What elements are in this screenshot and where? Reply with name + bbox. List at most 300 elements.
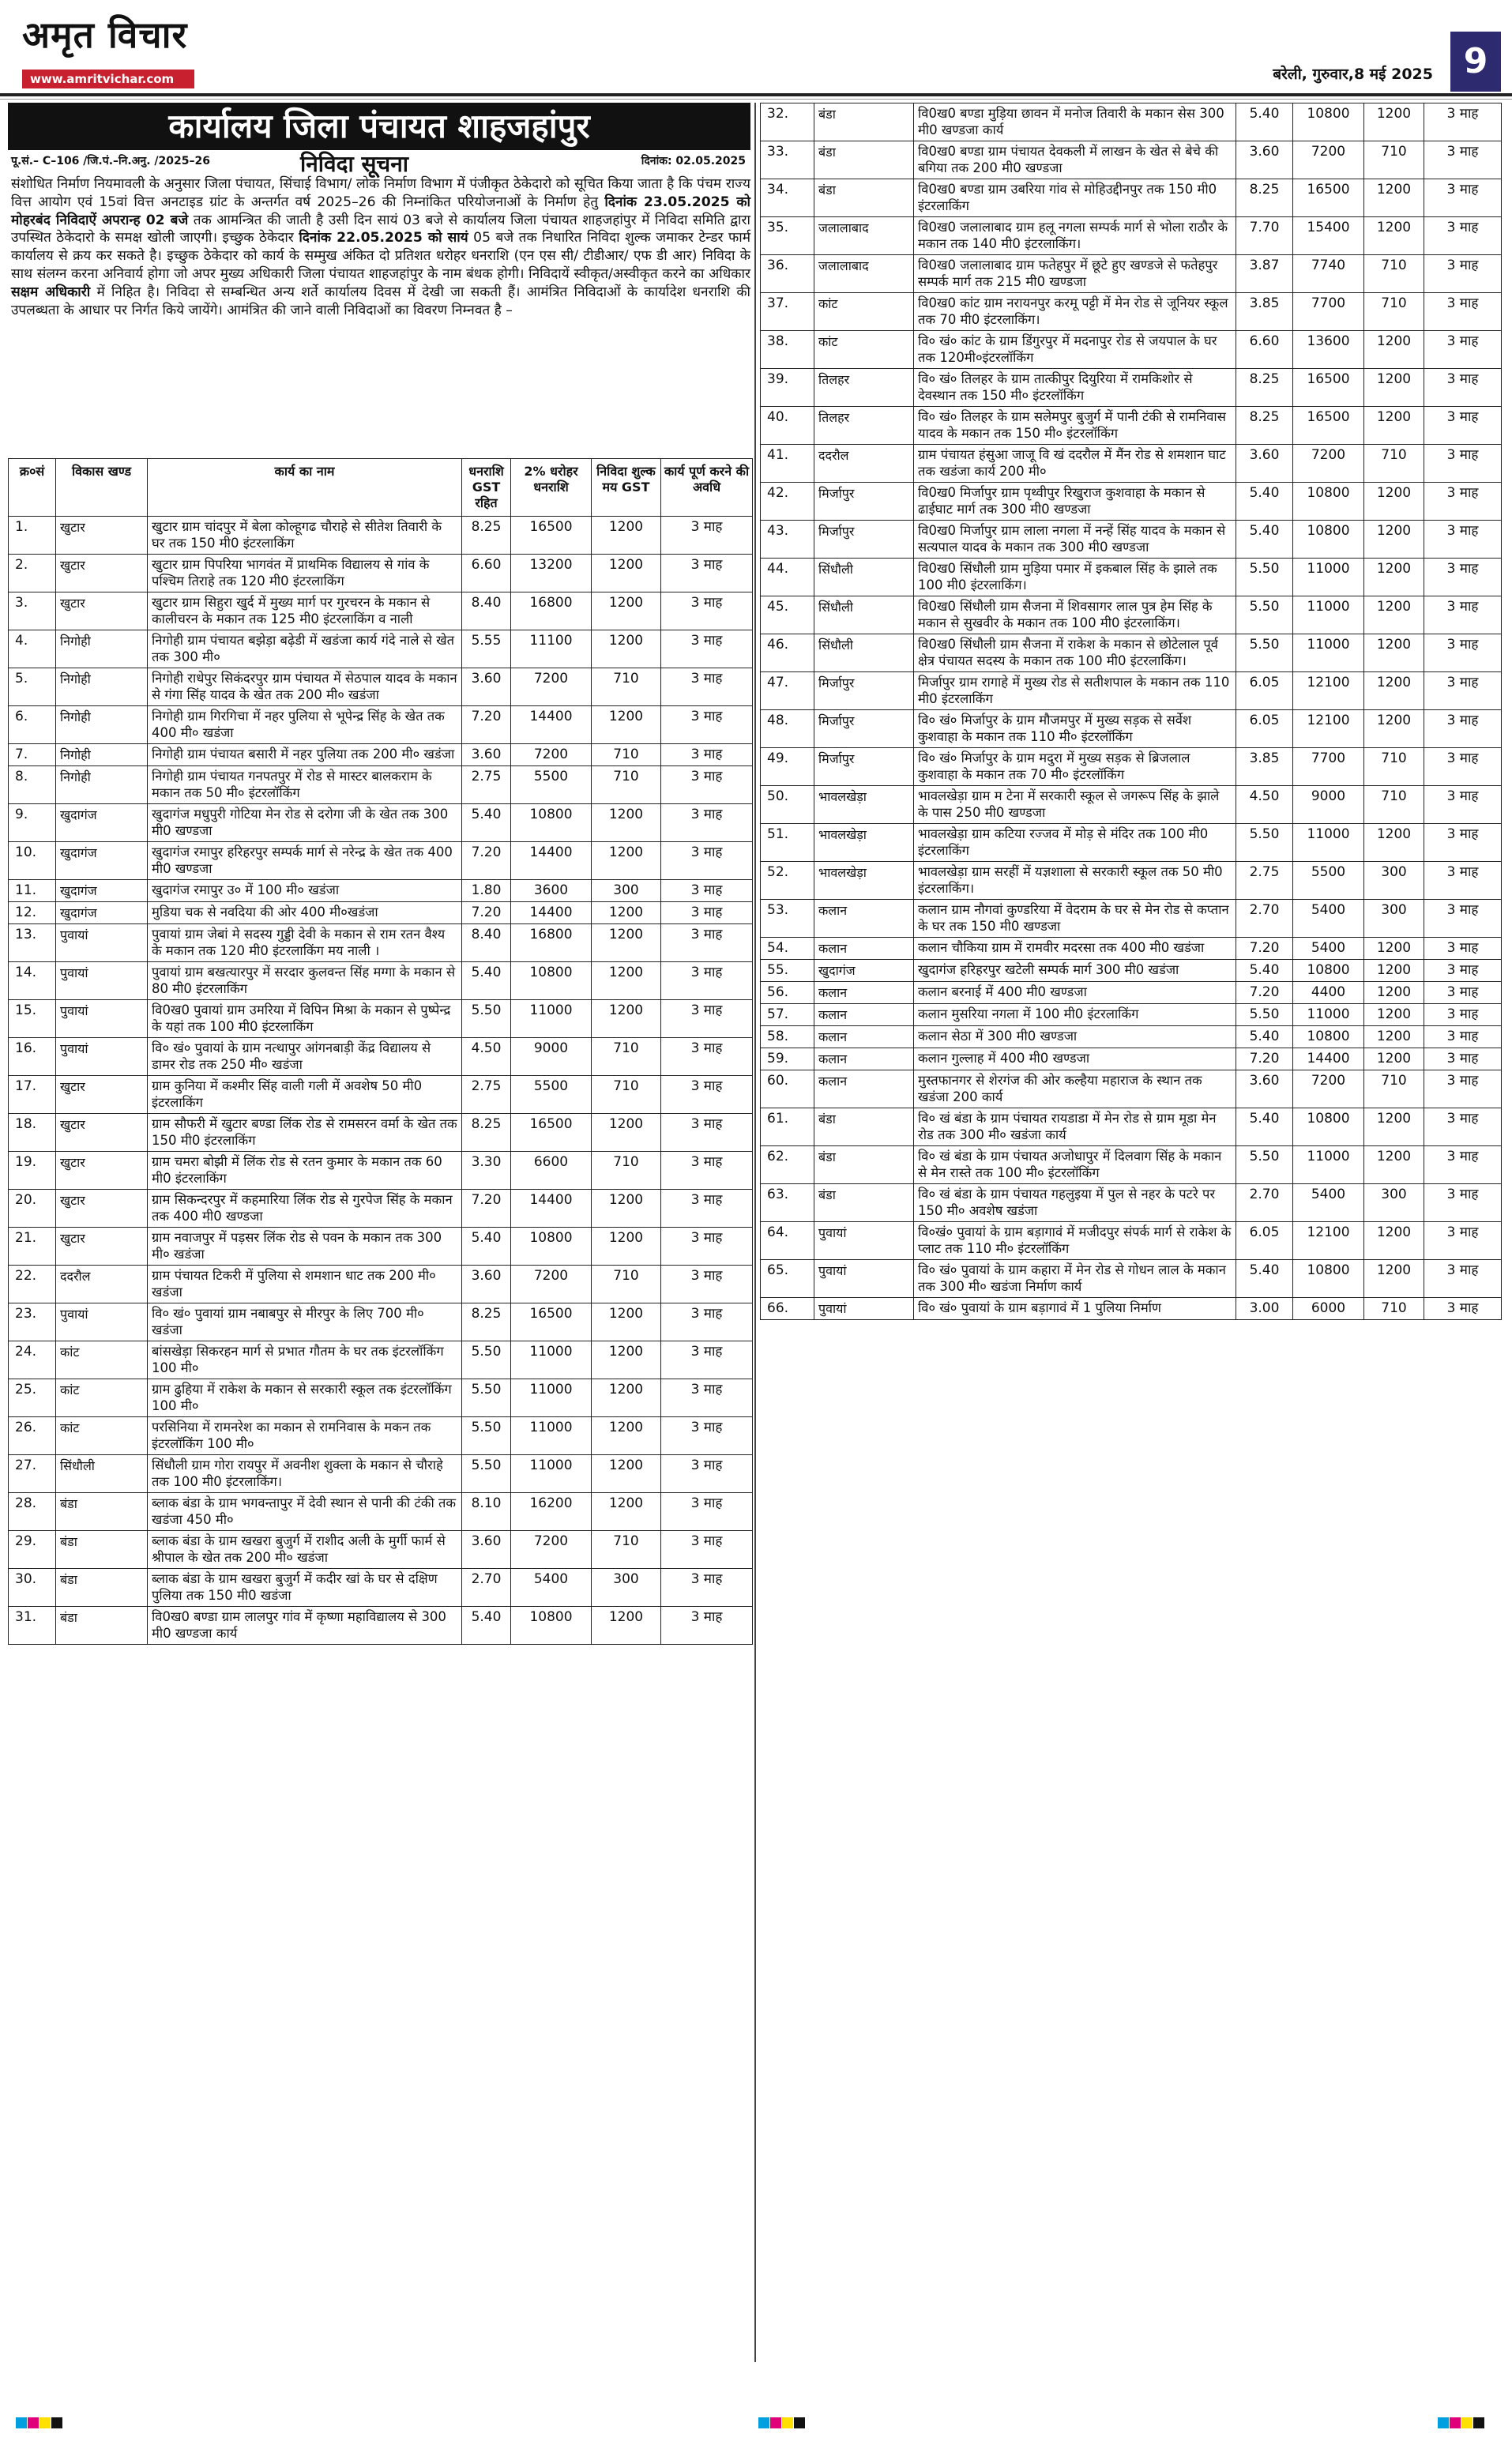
cell-block: बंडा bbox=[814, 1184, 914, 1222]
cell-work: ग्राम पंचायत टिकरी में पुलिया से शमशान धाट तक 200 मी० खडंजा bbox=[148, 1266, 462, 1303]
cell-block: मिर्जापुर bbox=[814, 672, 914, 710]
cell-fee: 1200 bbox=[592, 842, 661, 880]
cell-work: वि० खं० पुवायां के ग्राम बड़ागावं में 1 पुलिया निर्माण bbox=[914, 1298, 1236, 1320]
registration-color-swatch bbox=[39, 2417, 51, 2428]
cell-sn: 8. bbox=[9, 766, 56, 804]
cell-deposit: 10800 bbox=[1293, 1108, 1364, 1146]
table-row bbox=[9, 1569, 753, 1607]
cell-work: ग्राम चमरा बोझी में लिंक रोड से रतन कुमार के मकान तक 60 मी0 इंटरलाकिंग bbox=[148, 1152, 462, 1190]
cell-work: खुदागंज हरिहरपुर खटेली सम्पर्क मार्ग 300 मी0 खडंजा bbox=[914, 960, 1236, 982]
cell-period: 3 माह bbox=[661, 555, 753, 592]
cell-fee: 1200 bbox=[592, 804, 661, 842]
cell-deposit: 11000 bbox=[1293, 1004, 1364, 1026]
cell-fee: 710 bbox=[1364, 748, 1424, 786]
cell-block: खुटार bbox=[56, 1190, 148, 1228]
table-row bbox=[761, 1184, 1502, 1222]
cell-deposit: 5400 bbox=[1293, 1184, 1364, 1222]
table-row bbox=[761, 1004, 1502, 1026]
cell-deposit: 13600 bbox=[1293, 331, 1364, 369]
table-row bbox=[761, 960, 1502, 982]
cell-sn: 31. bbox=[9, 1607, 56, 1645]
table-row bbox=[761, 179, 1502, 217]
cell-sn: 1. bbox=[9, 517, 56, 555]
cell-deposit: 5400 bbox=[1293, 938, 1364, 960]
cell-deposit: 10800 bbox=[511, 804, 592, 842]
cell-fee: 1200 bbox=[592, 924, 661, 962]
cell-period: 3 माह bbox=[661, 1607, 753, 1645]
cell-fee: 1200 bbox=[1364, 824, 1424, 862]
notice-title: निविदा सूचना bbox=[300, 151, 408, 177]
cell-period: 3 माह bbox=[661, 766, 753, 804]
cell-period: 3 माह bbox=[1424, 596, 1502, 634]
cell-fee: 710 bbox=[1364, 1298, 1424, 1320]
cell-amount: 7.20 bbox=[462, 842, 511, 880]
cell-block: मिर्जापुर bbox=[814, 521, 914, 559]
cell-block: पुवायां bbox=[56, 924, 148, 962]
cell-fee: 300 bbox=[592, 880, 661, 902]
cell-deposit: 7700 bbox=[1293, 293, 1364, 331]
registration-color-swatch bbox=[28, 2417, 39, 2428]
cell-block: खुटार bbox=[56, 1152, 148, 1190]
cell-period: 3 माह bbox=[1424, 179, 1502, 217]
cell-work: निगोही ग्राम पंचायत गनपतपुर में रोड से मास्टर बालकराम के मकान तक 50 मी० इंटरलॉकिंग bbox=[148, 766, 462, 804]
website-label: www.amritvichar.com bbox=[22, 70, 194, 88]
table-row bbox=[9, 1114, 753, 1152]
registration-color-swatch bbox=[794, 2417, 805, 2428]
cell-fee: 1200 bbox=[1364, 407, 1424, 445]
table-row bbox=[761, 445, 1502, 483]
cell-fee: 1200 bbox=[592, 1455, 661, 1493]
cell-sn: 49. bbox=[761, 748, 814, 786]
table-row bbox=[9, 517, 753, 555]
table-row bbox=[761, 103, 1502, 141]
cell-work: भावलखेड़ा ग्राम कटिया रज्जव में मोड़ से मंदिर तक 100 मी0 इंटरलाकिंग bbox=[914, 824, 1236, 862]
table-row bbox=[761, 900, 1502, 938]
cell-fee: 1200 bbox=[1364, 1004, 1424, 1026]
cell-work: वि0ख0 बण्डा ग्राम पंचायत देवकली में लाखन के खेत से बेचे की बगिया तक 200 मी0 खण्डजा bbox=[914, 141, 1236, 179]
cell-deposit: 14400 bbox=[511, 842, 592, 880]
table-row bbox=[761, 862, 1502, 900]
cell-period: 3 माह bbox=[661, 924, 753, 962]
cell-amount: 8.25 bbox=[1236, 369, 1293, 407]
cell-fee: 300 bbox=[592, 1569, 661, 1607]
cell-work: मिर्जापुर ग्राम रागाहे में मुख्य रोड से सतीशपाल के मकान तक 110 मी0 इंटरलाकिंग bbox=[914, 672, 1236, 710]
cell-amount: 4.50 bbox=[462, 1038, 511, 1076]
cell-amount: 5.40 bbox=[462, 804, 511, 842]
cell-deposit: 10800 bbox=[1293, 521, 1364, 559]
cell-fee: 1200 bbox=[1364, 938, 1424, 960]
cell-period: 3 माह bbox=[1424, 1146, 1502, 1184]
cell-block: निगोही bbox=[56, 766, 148, 804]
table-row bbox=[761, 824, 1502, 862]
cell-deposit: 11000 bbox=[1293, 596, 1364, 634]
cell-fee: 1200 bbox=[1364, 521, 1424, 559]
table-row bbox=[9, 1076, 753, 1114]
cell-fee: 1200 bbox=[1364, 1026, 1424, 1048]
header-divider-thin bbox=[0, 99, 1512, 100]
cell-deposit: 14400 bbox=[511, 706, 592, 744]
cell-sn: 11. bbox=[9, 880, 56, 902]
table-row bbox=[761, 938, 1502, 960]
cell-fee: 1200 bbox=[592, 706, 661, 744]
table-row bbox=[9, 1266, 753, 1303]
table-row bbox=[761, 982, 1502, 1004]
cell-deposit: 9000 bbox=[1293, 786, 1364, 824]
cell-work: निगोही ग्राम गिरगिचा में नहर पुलिया से भूपेन्द्र सिंह के खेत तक 400 मी० खडंजा bbox=[148, 706, 462, 744]
table-row bbox=[761, 331, 1502, 369]
cell-block: निगोही bbox=[56, 630, 148, 668]
cell-block: तिलहर bbox=[814, 407, 914, 445]
cell-block: मिर्जापुर bbox=[814, 483, 914, 521]
header-divider bbox=[0, 93, 1512, 96]
table-row bbox=[761, 672, 1502, 710]
cell-period: 3 माह bbox=[1424, 710, 1502, 748]
cell-block: बंडा bbox=[814, 103, 914, 141]
cell-amount: 5.40 bbox=[1236, 1108, 1293, 1146]
table-row bbox=[9, 630, 753, 668]
cell-period: 3 माह bbox=[1424, 1222, 1502, 1260]
cell-sn: 59. bbox=[761, 1048, 814, 1070]
cell-work: ग्राम सिकन्दरपुर में कहमारिया लिंक रोड से गुरपेज सिंह के मकान तक 400 मी0 खण्डजा bbox=[148, 1190, 462, 1228]
cell-deposit: 5500 bbox=[511, 766, 592, 804]
table-row bbox=[761, 369, 1502, 407]
cell-deposit: 16500 bbox=[511, 517, 592, 555]
cell-block: खुटार bbox=[56, 555, 148, 592]
cell-sn: 34. bbox=[761, 179, 814, 217]
cell-work: सिंधौली ग्राम गोरा रायपुर में अवनीश शुक्ला के मकान से चौराहे तक 100 मी0 इंटरलाकिंग। bbox=[148, 1455, 462, 1493]
cell-deposit: 11100 bbox=[511, 630, 592, 668]
cell-period: 3 माह bbox=[661, 1266, 753, 1303]
cell-deposit: 7200 bbox=[1293, 445, 1364, 483]
cell-period: 3 माह bbox=[661, 1379, 753, 1417]
cell-work: निगोही राधेपुर सिकंदरपुर ग्राम पंचायत में सेठपाल यादव के मकान से गंगा सिंह यादव के खेत तक 200 मी० खडंजा bbox=[148, 668, 462, 706]
cell-deposit: 11000 bbox=[511, 1000, 592, 1038]
cell-work: परसिनिया में रामनरेश का मकान से रामनिवास के मकन तक इंटरलॉकिंग 100 मी० bbox=[148, 1417, 462, 1455]
cell-fee: 1200 bbox=[592, 630, 661, 668]
cell-deposit: 16500 bbox=[1293, 369, 1364, 407]
table-row bbox=[761, 1222, 1502, 1260]
cell-block: कलान bbox=[814, 938, 914, 960]
cell-period: 3 माह bbox=[1424, 960, 1502, 982]
table-row bbox=[761, 559, 1502, 596]
cell-amount: 2.70 bbox=[1236, 1184, 1293, 1222]
cell-amount: 7.20 bbox=[462, 706, 511, 744]
cell-amount: 7.20 bbox=[1236, 938, 1293, 960]
cell-amount: 5.50 bbox=[1236, 1146, 1293, 1184]
cell-fee: 1200 bbox=[1364, 982, 1424, 1004]
cell-period: 3 माह bbox=[661, 1228, 753, 1266]
cell-period: 3 माह bbox=[661, 1152, 753, 1190]
cell-block: कलान bbox=[814, 982, 914, 1004]
registration-color-swatch bbox=[16, 2417, 27, 2428]
cell-fee: 1200 bbox=[1364, 1260, 1424, 1298]
cell-amount: 5.40 bbox=[1236, 960, 1293, 982]
cell-amount: 5.50 bbox=[1236, 824, 1293, 862]
cell-deposit: 15400 bbox=[1293, 217, 1364, 255]
cell-sn: 6. bbox=[9, 706, 56, 744]
table-row bbox=[9, 555, 753, 592]
cell-sn: 54. bbox=[761, 938, 814, 960]
cell-amount: 7.20 bbox=[1236, 982, 1293, 1004]
table-row bbox=[761, 1298, 1502, 1320]
cell-deposit: 11000 bbox=[511, 1417, 592, 1455]
cell-fee: 300 bbox=[1364, 862, 1424, 900]
cell-amount: 3.00 bbox=[1236, 1298, 1293, 1320]
table-row bbox=[9, 1531, 753, 1569]
works-table-left bbox=[8, 458, 753, 1645]
cell-work: खुदागंज रमापुर उ० में 100 मी० खडंजा bbox=[148, 880, 462, 902]
cell-period: 3 माह bbox=[661, 1531, 753, 1569]
cell-block: खुदागंज bbox=[56, 804, 148, 842]
cell-period: 3 माह bbox=[661, 1455, 753, 1493]
cell-work: वि० खं० मिर्जापुर के ग्राम मौजमपुर में मुख्य सड़क से सर्वेश कुशवाहा के मकान तक 110 मी० इंटरलॉकिंग bbox=[914, 710, 1236, 748]
notice-date: दिनांक: 02.05.2025 bbox=[641, 155, 746, 167]
cell-sn: 2. bbox=[9, 555, 56, 592]
registration-color-swatch bbox=[1438, 2417, 1449, 2428]
cell-period: 3 माह bbox=[1424, 1184, 1502, 1222]
cell-sn: 60. bbox=[761, 1070, 814, 1108]
table-row bbox=[761, 1260, 1502, 1298]
reference-number: पू.सं.– C–106 /जि.पं.–नि.अनु. /2025–26 bbox=[11, 155, 210, 167]
cell-fee: 1200 bbox=[1364, 596, 1424, 634]
cell-sn: 45. bbox=[761, 596, 814, 634]
cell-amount: 5.50 bbox=[462, 1379, 511, 1417]
cell-block: निगोही bbox=[56, 744, 148, 766]
cell-block: जलालाबाद bbox=[814, 255, 914, 293]
cell-period: 3 माह bbox=[1424, 1026, 1502, 1048]
cell-work: वि0ख0 बण्डा ग्राम लालपुर गांव में कृष्णा महाविद्यालय से 300 मी0 खण्डजा कार्य bbox=[148, 1607, 462, 1645]
col-header-period: कार्य पूर्ण करने की अवधि bbox=[661, 459, 753, 517]
cell-amount: 8.25 bbox=[1236, 179, 1293, 217]
registration-color-swatch bbox=[1450, 2417, 1461, 2428]
cell-deposit: 16800 bbox=[511, 924, 592, 962]
cell-amount: 6.05 bbox=[1236, 1222, 1293, 1260]
table-row bbox=[9, 1493, 753, 1531]
notice-text: तक आमन्त्रित की जाती है उसी दिन सायं 03 बजे से कार्यालय जिला पंचायत शाहजहांपुर में निविदा समिति द्वारा उपस्थित ठेकेदारो के समक्ष खोली जाएगी। इच्छुक ठेकेदार bbox=[11, 212, 750, 246]
cell-work: वि० खं० मिर्जापुर के ग्राम मदुरा में मुख्य सड़क से ब्रिजलाल कुशवाहा के मकान तक 70 मी० इंटरलॉकिंग bbox=[914, 748, 1236, 786]
cell-work: मुडिया चक से नवदिया की ओर 400 मी०खडंजा bbox=[148, 902, 462, 924]
cell-block: पुवायां bbox=[56, 1038, 148, 1076]
col-header-sn: क्र०सं bbox=[9, 459, 56, 517]
cell-amount: 8.25 bbox=[462, 1303, 511, 1341]
cell-sn: 7. bbox=[9, 744, 56, 766]
cell-amount: 5.50 bbox=[462, 1455, 511, 1493]
cell-sn: 42. bbox=[761, 483, 814, 521]
cell-fee: 710 bbox=[592, 1531, 661, 1569]
footer-color-bar bbox=[0, 2417, 1512, 2432]
table-row bbox=[761, 483, 1502, 521]
cell-sn: 25. bbox=[9, 1379, 56, 1417]
cell-sn: 44. bbox=[761, 559, 814, 596]
cell-sn: 57. bbox=[761, 1004, 814, 1026]
cell-block: खुटार bbox=[56, 517, 148, 555]
cell-amount: 1.80 bbox=[462, 880, 511, 902]
cell-block: भावलखेड़ा bbox=[814, 862, 914, 900]
table-row bbox=[761, 710, 1502, 748]
cell-deposit: 10800 bbox=[511, 962, 592, 1000]
cell-block: खुटार bbox=[56, 592, 148, 630]
cell-sn: 35. bbox=[761, 217, 814, 255]
cell-sn: 41. bbox=[761, 445, 814, 483]
cell-fee: 710 bbox=[1364, 1070, 1424, 1108]
cell-sn: 40. bbox=[761, 407, 814, 445]
cell-amount: 5.40 bbox=[462, 962, 511, 1000]
cell-sn: 28. bbox=[9, 1493, 56, 1531]
cell-block: निगोही bbox=[56, 706, 148, 744]
cell-amount: 3.60 bbox=[1236, 445, 1293, 483]
cell-block: पुवायां bbox=[56, 1303, 148, 1341]
cell-block: बंडा bbox=[814, 179, 914, 217]
cell-block: निगोही bbox=[56, 668, 148, 706]
cell-period: 3 माह bbox=[661, 880, 753, 902]
cell-fee: 1200 bbox=[1364, 1048, 1424, 1070]
table-row bbox=[761, 1026, 1502, 1048]
cell-block: बंडा bbox=[56, 1607, 148, 1645]
cell-amount: 3.60 bbox=[462, 744, 511, 766]
cell-deposit: 10800 bbox=[1293, 960, 1364, 982]
cell-amount: 2.75 bbox=[462, 1076, 511, 1114]
cell-block: मिर्जापुर bbox=[814, 748, 914, 786]
cell-amount: 5.40 bbox=[1236, 103, 1293, 141]
cell-sn: 9. bbox=[9, 804, 56, 842]
cell-fee: 300 bbox=[1364, 900, 1424, 938]
col-header-deposit: 2% धरोहर धनराशि bbox=[511, 459, 592, 517]
cell-amount: 5.50 bbox=[1236, 559, 1293, 596]
page-header bbox=[0, 0, 1512, 93]
table-row bbox=[761, 748, 1502, 786]
cell-period: 3 माह bbox=[661, 744, 753, 766]
column-divider bbox=[754, 103, 756, 2362]
cell-period: 3 माह bbox=[1424, 559, 1502, 596]
table-row bbox=[9, 880, 753, 902]
cell-deposit: 7700 bbox=[1293, 748, 1364, 786]
cell-fee: 1200 bbox=[592, 517, 661, 555]
cell-amount: 5.40 bbox=[1236, 521, 1293, 559]
cell-work: कलान बरनाई में 400 मी0 खण्डजा bbox=[914, 982, 1236, 1004]
cell-work: ब्लाक बंडा के ग्राम भगवन्तापुर में देवी स्थान से पानी की टंकी तक खडंजा 450 मी० bbox=[148, 1493, 462, 1531]
cell-sn: 19. bbox=[9, 1152, 56, 1190]
cell-period: 3 माह bbox=[661, 1303, 753, 1341]
cell-fee: 1200 bbox=[592, 1303, 661, 1341]
cell-amount: 8.40 bbox=[462, 924, 511, 962]
cell-fee: 710 bbox=[592, 744, 661, 766]
cell-period: 3 माह bbox=[1424, 1108, 1502, 1146]
cell-fee: 1200 bbox=[1364, 103, 1424, 141]
cell-amount: 6.60 bbox=[1236, 331, 1293, 369]
cell-fee: 300 bbox=[1364, 1184, 1424, 1222]
cell-period: 3 माह bbox=[1424, 1004, 1502, 1026]
table-row bbox=[9, 1190, 753, 1228]
table-row bbox=[9, 1417, 753, 1455]
table-row bbox=[9, 902, 753, 924]
cell-deposit: 7740 bbox=[1293, 255, 1364, 293]
cell-fee: 710 bbox=[1364, 293, 1424, 331]
cell-deposit: 16800 bbox=[511, 592, 592, 630]
cell-deposit: 14400 bbox=[1293, 1048, 1364, 1070]
cell-fee: 1200 bbox=[592, 1607, 661, 1645]
cell-work: खुटार ग्राम चांदपुर में बेला कोल्हूगढ चौराहे से सीतेश तिवारी के घर तक 150 मी0 इंटरलाकिंग bbox=[148, 517, 462, 555]
cell-fee: 710 bbox=[592, 1076, 661, 1114]
cell-fee: 1200 bbox=[592, 902, 661, 924]
cell-sn: 26. bbox=[9, 1417, 56, 1455]
cell-period: 3 माह bbox=[1424, 1298, 1502, 1320]
table-row bbox=[761, 217, 1502, 255]
cell-period: 3 माह bbox=[661, 1000, 753, 1038]
cell-block: बंडा bbox=[814, 141, 914, 179]
cell-amount: 6.05 bbox=[1236, 710, 1293, 748]
cell-fee: 710 bbox=[592, 766, 661, 804]
cell-amount: 3.87 bbox=[1236, 255, 1293, 293]
cell-amount: 7.70 bbox=[1236, 217, 1293, 255]
cell-block: कांट bbox=[56, 1417, 148, 1455]
table-row bbox=[9, 1152, 753, 1190]
cell-work: पुवायां ग्राम बखत्यारपुर में सरदार कुलवन्त सिंह मग्गा के मकान से 80 मी0 इंटरलाकिंग bbox=[148, 962, 462, 1000]
cell-block: खुदागंज bbox=[56, 842, 148, 880]
cell-fee: 1200 bbox=[592, 1114, 661, 1152]
cell-fee: 1200 bbox=[1364, 559, 1424, 596]
cell-sn: 22. bbox=[9, 1266, 56, 1303]
cell-work: ब्लाक बंडा के ग्राम खखरा बुजुर्ग में राशीद अली के मुर्गी फार्म से श्रीपाल के खेत तक 200 मी० खडंजा bbox=[148, 1531, 462, 1569]
cell-period: 3 माह bbox=[1424, 1048, 1502, 1070]
cell-work: वि0ख0 कांट ग्राम नरायनपुर करमू पट्टी में मेन रोड से जूनियर स्कूल तक 70 मी0 इंटरलाकिंग। bbox=[914, 293, 1236, 331]
cell-fee: 1200 bbox=[1364, 1108, 1424, 1146]
cell-period: 3 माह bbox=[661, 1493, 753, 1531]
cell-block: भावलखेड़ा bbox=[814, 824, 914, 862]
table-header-row bbox=[9, 459, 753, 517]
cell-period: 3 माह bbox=[661, 804, 753, 842]
table-row bbox=[761, 596, 1502, 634]
cell-fee: 1200 bbox=[1364, 1222, 1424, 1260]
cell-work: वि० खं० पुवायां के ग्राम कहारा में मेन रोड से गोधन लाल के मकान तक 300 मी० खडंजा निर्माण कार्य bbox=[914, 1260, 1236, 1298]
cell-work: ग्राम सौफरी में खुटार बण्डा लिंक रोड से रामसरन वर्मा के खेत तक 150 मी0 इंटरलाकिंग bbox=[148, 1114, 462, 1152]
cell-deposit: 10800 bbox=[511, 1607, 592, 1645]
notice-bold-text: सक्षम अधिकारी bbox=[11, 284, 91, 300]
cell-sn: 33. bbox=[761, 141, 814, 179]
cell-fee: 710 bbox=[1364, 255, 1424, 293]
cell-period: 3 माह bbox=[1424, 938, 1502, 960]
table-row bbox=[761, 255, 1502, 293]
cell-amount: 3.85 bbox=[1236, 748, 1293, 786]
cell-deposit: 9000 bbox=[511, 1038, 592, 1076]
cell-deposit: 10800 bbox=[1293, 103, 1364, 141]
cell-work: वि० खं० तिलहर के ग्राम सलेमपुर बुजुर्ग में पानी टंकी से रामनिवास यादव के मकान तक 150 मी० इंटरलॉकिंग bbox=[914, 407, 1236, 445]
cell-work: वि0ख0 मिर्जापुर ग्राम पृथ्वीपुर रिखुराज कुशवाहा के मकान से ढाईघाट मार्ग तक 300 मी0 खण्डजा bbox=[914, 483, 1236, 521]
cell-amount: 2.70 bbox=[462, 1569, 511, 1607]
cell-block: सिंधौली bbox=[56, 1455, 148, 1493]
cell-fee: 710 bbox=[1364, 141, 1424, 179]
cell-work: ग्राम पंचायत हंसुआ जाजू वि खं ददरौल में मैंन रोड से शमशान घाट तक खडंजा कार्य 200 मी० bbox=[914, 445, 1236, 483]
cell-period: 3 माह bbox=[1424, 748, 1502, 786]
cell-fee: 1200 bbox=[592, 1190, 661, 1228]
cell-amount: 5.50 bbox=[462, 1341, 511, 1379]
cell-block: बंडा bbox=[814, 1108, 914, 1146]
cell-period: 3 माह bbox=[1424, 255, 1502, 293]
cell-amount: 8.25 bbox=[462, 517, 511, 555]
cell-sn: 51. bbox=[761, 824, 814, 862]
cell-fee: 710 bbox=[592, 668, 661, 706]
cell-block: कांट bbox=[56, 1341, 148, 1379]
cell-block: बंडा bbox=[814, 1146, 914, 1184]
cell-sn: 27. bbox=[9, 1455, 56, 1493]
cell-work: वि० खं० कांट के ग्राम डिंगुरपुर में मदनापुर रोड से जयपाल के घर तक 120मी०इंटरलॉकिंग bbox=[914, 331, 1236, 369]
table-row bbox=[9, 804, 753, 842]
col-header-block: विकास खण्ड bbox=[56, 459, 148, 517]
cell-sn: 47. bbox=[761, 672, 814, 710]
cell-period: 3 माह bbox=[1424, 982, 1502, 1004]
cell-sn: 36. bbox=[761, 255, 814, 293]
cell-deposit: 16500 bbox=[511, 1114, 592, 1152]
cell-fee: 1200 bbox=[1364, 672, 1424, 710]
